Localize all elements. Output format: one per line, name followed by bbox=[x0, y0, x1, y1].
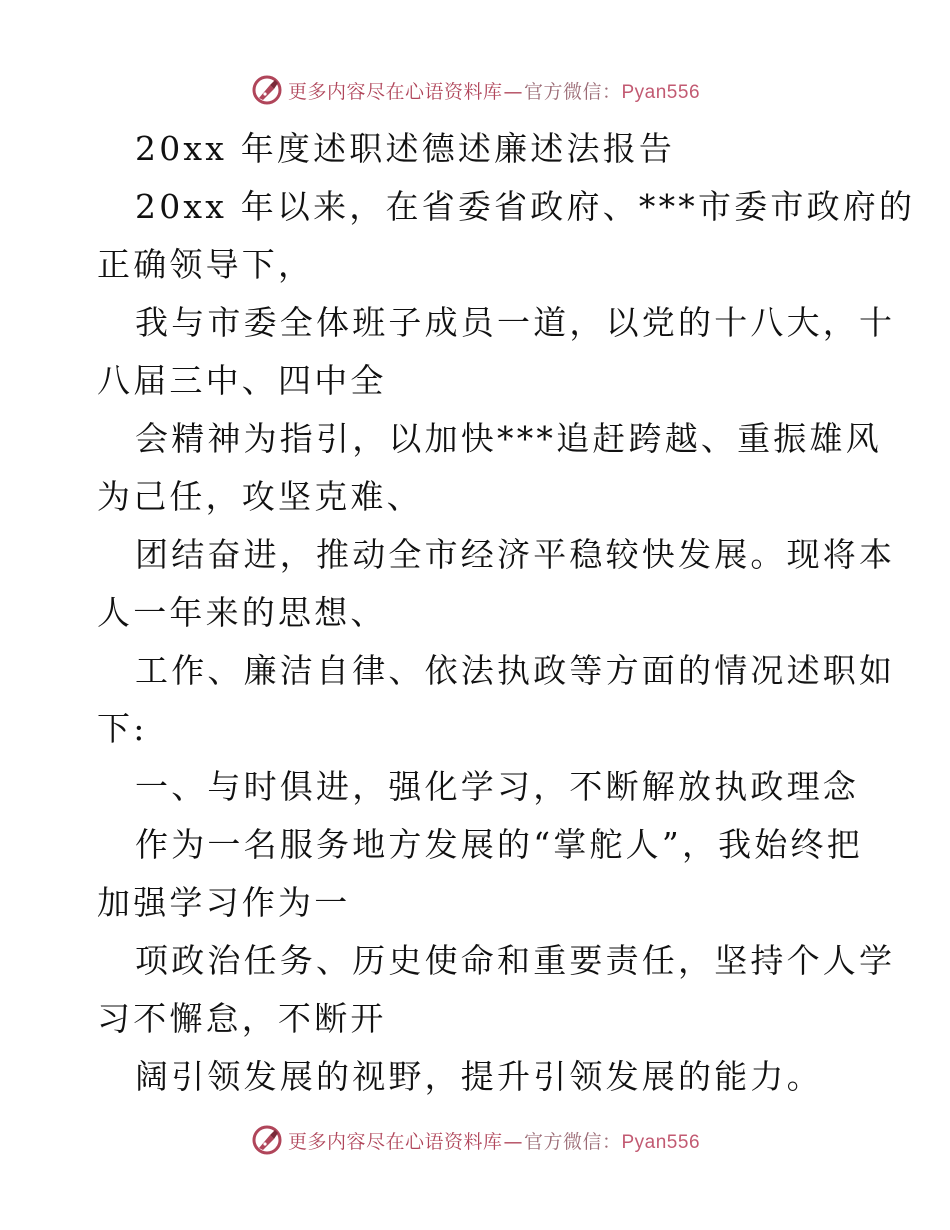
paragraph-line: 八届三中、四中全 bbox=[97, 361, 387, 400]
watermark-text: 更多内容尽在心语资料库—官方微信：Pyan556 bbox=[287, 80, 701, 103]
document-body bbox=[97, 120, 916, 1106]
paragraph-line: 工作、廉洁自律、依法执政等方面的情况述职如 bbox=[135, 651, 896, 690]
paragraph-line: 下: bbox=[97, 709, 148, 748]
paragraph-line: 我与市委全体班子成员一道，以党的十八大，十 bbox=[135, 303, 896, 342]
pen-nib-logo-icon bbox=[250, 73, 284, 107]
paragraph-line: 作为一名服务地方发展的“掌舵人”，我始终把 bbox=[135, 825, 863, 864]
paragraph-line: 人一年来的思想、 bbox=[97, 593, 387, 632]
pen-nib-logo-icon bbox=[250, 1123, 284, 1157]
paragraph-line: 习不懈怠，不断开 bbox=[97, 999, 387, 1038]
paragraph-line: 项政治任务、历史使命和重要责任，坚持个人学 bbox=[135, 941, 896, 980]
paragraph-line: 正确领导下， bbox=[97, 245, 315, 284]
footer-watermark bbox=[0, 1120, 950, 1160]
document-title: 20xx 年度述职述德述廉述法报告 bbox=[135, 129, 676, 168]
paragraph-line: 会精神为指引，以加快***追赶跨越、重振雄风 bbox=[135, 419, 882, 458]
paragraph-line: 阔引领发展的视野，提升引领发展的能力。 bbox=[135, 1057, 823, 1096]
section-heading: 一、与时俱进，强化学习，不断解放执政理念 bbox=[135, 767, 859, 806]
paragraph-line: 20xx 年以来，在省委省政府、***市委市政府的 bbox=[135, 187, 916, 226]
watermark-text: 更多内容尽在心语资料库—官方微信：Pyan556 bbox=[287, 1130, 701, 1153]
paragraph-line: 加强学习作为一 bbox=[97, 883, 351, 922]
paragraph-line: 团结奋进，推动全市经济平稳较快发展。现将本 bbox=[135, 535, 896, 574]
paragraph-line: 为己任，攻坚克难、 bbox=[97, 477, 423, 516]
header-watermark bbox=[0, 70, 950, 110]
